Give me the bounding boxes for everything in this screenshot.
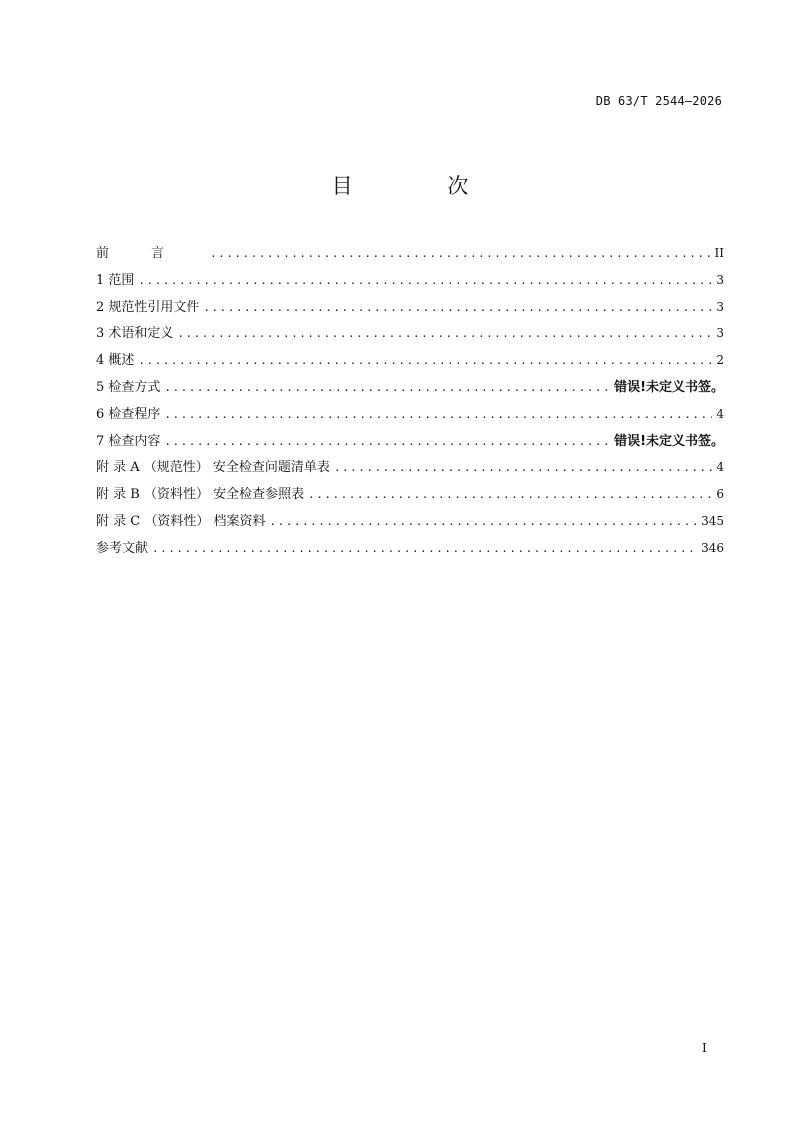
toc-entry-page: 345 <box>701 513 724 528</box>
toc-dot-leader <box>164 408 712 421</box>
table-of-contents <box>96 242 724 564</box>
toc-entry-foreword[interactable] <box>96 242 724 269</box>
toc-entry-page: 3 <box>716 272 724 287</box>
toc-entry-page: 3 <box>716 326 724 341</box>
toc-dot-leader <box>269 515 697 528</box>
toc-dot-leader <box>177 327 712 340</box>
toc-entry-label: 附 录 C （资料性） 档案资料 <box>96 513 266 529</box>
toc-entry-label: 2 规范性引用文件 <box>96 299 200 315</box>
toc-dot-leader <box>164 381 610 394</box>
toc-entry-label: 4 概述 <box>96 353 135 369</box>
toc-dot-leader <box>152 542 697 555</box>
toc-entry-label: 7 检查内容 <box>96 433 161 449</box>
toc-entry-page: 2 <box>716 353 724 368</box>
toc-entry-appendix-a[interactable] <box>96 456 724 483</box>
toc-entry-page-error: 错误!未定义书签。 <box>614 379 724 395</box>
toc-entry-page: 3 <box>716 299 724 314</box>
toc-dot-leader <box>138 274 712 287</box>
toc-entry-appendix-c[interactable] <box>96 510 724 537</box>
toc-entry-label: 5 检查方式 <box>96 379 161 395</box>
toc-entry-terms-definitions[interactable] <box>96 322 724 349</box>
toc-entry-scope[interactable] <box>96 269 724 296</box>
toc-entry-label: 6 检查程序 <box>96 406 161 422</box>
toc-title: 目 次 <box>331 174 513 198</box>
toc-dot-leader <box>164 435 610 448</box>
toc-entry-page: 4 <box>716 406 724 421</box>
toc-entry-label: 1 范围 <box>96 272 135 288</box>
toc-entry-page: II <box>714 246 724 260</box>
toc-entry-appendix-b[interactable] <box>96 483 724 510</box>
toc-dot-leader <box>308 488 712 501</box>
toc-entry-page: 4 <box>716 460 724 475</box>
toc-entry-page: 6 <box>716 487 724 502</box>
toc-entry-inspection-method[interactable] <box>96 376 724 403</box>
toc-dot-leader <box>203 301 712 314</box>
toc-dot-leader <box>138 354 712 367</box>
toc-entry-label: 参考文献 <box>96 540 149 556</box>
toc-entry-inspection-content[interactable] <box>96 430 724 457</box>
toc-dot-leader <box>210 247 711 260</box>
toc-entry-bibliography[interactable] <box>96 537 724 564</box>
toc-entry-page-error: 错误!未定义书签。 <box>614 433 724 449</box>
toc-entry-page: 346 <box>701 540 724 555</box>
toc-entry-label: 前言 <box>96 246 207 261</box>
toc-entry-inspection-procedure[interactable] <box>96 403 724 430</box>
toc-entry-label: 3 术语和定义 <box>96 326 174 342</box>
toc-dot-leader <box>334 461 712 474</box>
toc-entry-label: 附 录 B （资料性） 安全检查参照表 <box>96 487 305 503</box>
toc-entry-normative-references[interactable] <box>96 296 724 323</box>
page-number: I <box>702 1041 707 1055</box>
toc-entry-overview[interactable] <box>96 349 724 376</box>
toc-entry-label: 附 录 A （规范性） 安全检查问题清单表 <box>96 460 330 476</box>
document-code: DB 63/T 2544—2026 <box>595 94 722 108</box>
